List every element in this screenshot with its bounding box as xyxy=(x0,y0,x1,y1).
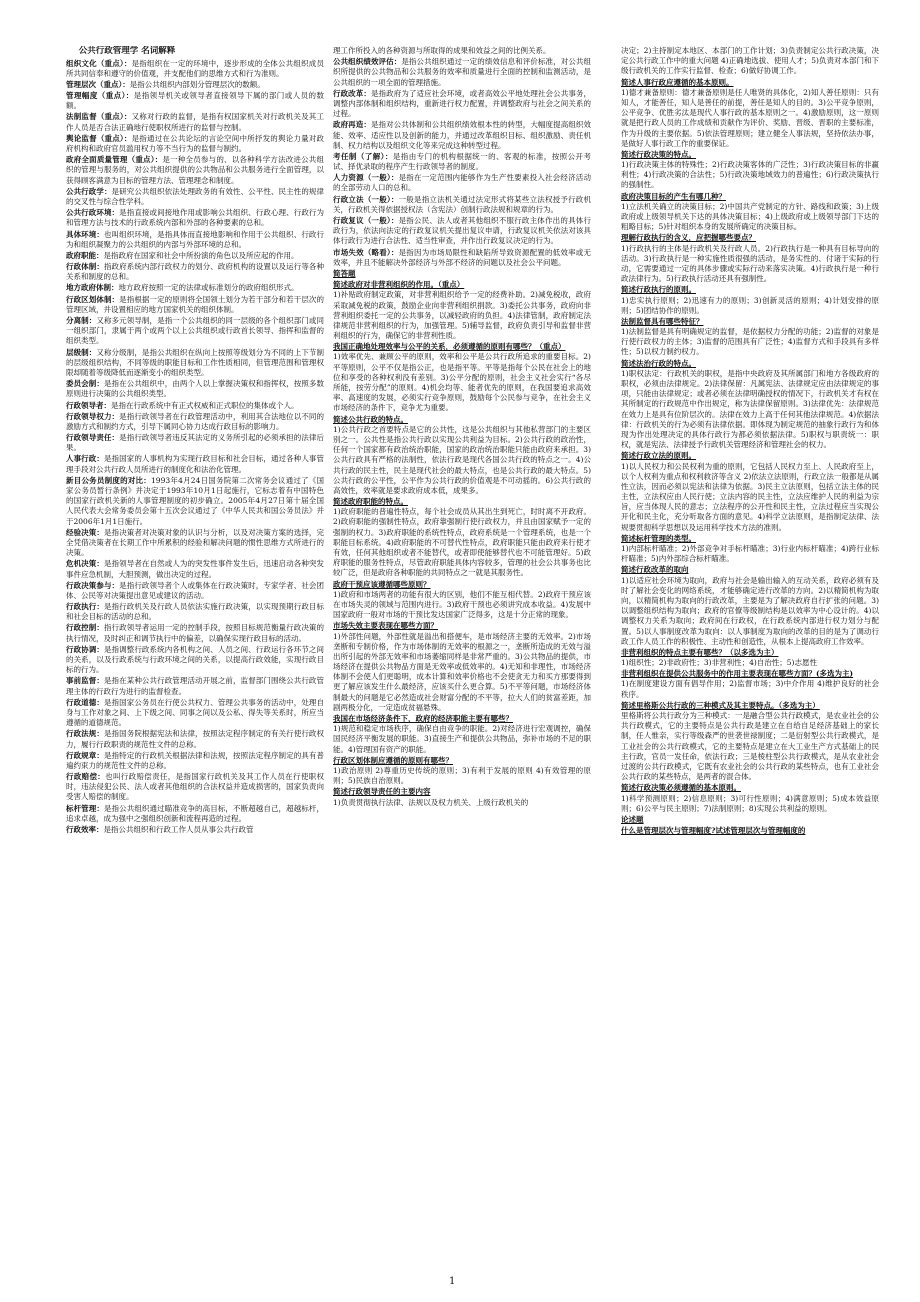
section-heading: 简述行政决策必须遵循的基本原则。 xyxy=(621,783,741,793)
term-definition: 1993年4月24日国务院第二次常务会议通过了《国家公务员暂行条例》并决定于1993年10月1日起施行，它标志着有中国特色的国家行政机关新的人事管理制度的初步确立。2005年4月27日第十届全国人民代表大会常务委员会第十五次会议通过了《中华人民共和国公务员法》并于2006年1月1日施行。 xyxy=(66,475,324,526)
term-definition: 指行政领导者运用一定的控制手段，按照目标规范衡量行政决策的执行情况，及时纠正和调节执行中的偏差，以确保实现行政目标的活动。 xyxy=(66,623,324,643)
document-title: 公共行政管理学 名词解释 xyxy=(78,46,176,56)
section-body: 1)规范和稳定市场秩序，确保自由竞争的职能。2)对经济进行宏观调控，确保国民经济平衡发展的职能。3)直接生产和提供公共物品，弥补市场的不足的职能。4)管理国有资产的职能。 xyxy=(333,724,591,754)
definition-entry xyxy=(66,528,324,559)
section-body: 1)忠实执行原则；2)迅速有力的原则；3)创新灵活的原则；4)计划安排的原则；5)团结协作的原则。 xyxy=(621,295,879,315)
section-body: 1)科学预测原则；2)信息原则；3)可行性原则；4)满意原则；5)成本效益原则；6)公平与民主原则；7)法制原则；8)实现公共利益的原则。 xyxy=(621,793,879,813)
term-label: 行政立法（一般）： xyxy=(333,194,399,204)
term-label: 行政赔偿： xyxy=(66,772,106,782)
column-right xyxy=(621,46,879,1281)
definition-entry xyxy=(333,120,591,151)
section-body: 1)政府和市场两者的功能有很大的区别，他们不能互相代替。2)政府干预应该在市场失灵的领域与范围内进行。3)政府干预也必须讲究成本收益。4)发展中国家政府一般对市场的干预比发达国家广泛得多，这是十分正常的现象。 xyxy=(333,589,591,620)
section-body: 1)外部性问题，外部性就是溢出和搭便车，是市场经济主要的无效率。2)市场垄断和专制价格，作为市场体制的无效率的根源之一，垄断所造成的无效与溢出所引起的外部无效率和市场萎缩同样是非常严重的。3)公共物品的提供，市场经济在提供公共物品方面是无效率或低效率的。4)无知和非理性，市场经济体制不会使人们更聪明，成本计算和效率价格也不会使贪无力和买方那要得到更了解应该发生什么最经济，应该买什么更合算。5)不平等问题，市场经济体制最大的问题是它必然造成社会财富分配的不平等，拉大人们的贫富差距，加剧两极分化，一定造成贫福悬殊。 xyxy=(333,631,591,712)
definition-entry xyxy=(66,91,324,111)
term-definition: 是指在一定范围内能够作为生产性要素投入社会经济活动的全部劳动人口的总和。 xyxy=(333,173,591,193)
definition-entry xyxy=(333,216,591,247)
section-heading: 理解行政执行的含义，应把握哪些要点？ xyxy=(621,233,756,243)
term-definition: 是指在某种公共行政管理活动开展之前，监督部门围绕公共行政管理主体的行政行为进行的监督检查。 xyxy=(66,676,324,696)
definition-entry xyxy=(66,80,324,90)
definition-entry xyxy=(333,173,591,193)
definition-entry xyxy=(333,152,591,172)
definition-entry xyxy=(66,251,324,261)
term-label: 公共行政学： xyxy=(66,186,112,196)
term-definition: 是指对公共体制和公共组织绩效根本性的转型，大幅度提高组织效能、效率、适应性以及创新的能力，并通过改革组织目标、组织激励、责任机制、权力结构以及组织文化等来完成这种转型过程。 xyxy=(333,120,591,150)
definition-entry xyxy=(66,825,324,835)
section-heading: 非营利组织在提供公共服务中的作用主要表现在哪些方面？(多选为主) xyxy=(621,669,854,679)
definition-entry xyxy=(66,804,324,824)
term-label: 分离制： xyxy=(66,316,97,326)
section-heading: 政府决策目标的产生有哪几种？ xyxy=(621,191,726,201)
definition-entry xyxy=(66,112,324,132)
definition-entry xyxy=(66,698,324,729)
term-definition: 是指在公共组织中，由两个人以上掌握决策权和指挥权，按照多数原则进行决策的公共组织类型。 xyxy=(66,379,324,399)
definition-entry xyxy=(66,581,324,601)
term-label: 地方政府体制： xyxy=(66,283,119,293)
section-heading: 非营利组织的特点主要有哪些？（以多选为主） xyxy=(621,647,779,657)
term-label: 舆论监督（重点）： xyxy=(66,133,132,143)
term-label: 具体环境： xyxy=(66,229,104,239)
term-label: 人事行政： xyxy=(66,454,104,464)
section-body: 1)立法机关确立的决策目标；2)中国共产党制定的方针、路线和政策；3)上级政府或上级领导机关下达的具体决策目标；4)上级政府或上级领导部门下达的粗略目标；5)针对组织本身的发展所确定的决策目标。 xyxy=(621,201,879,232)
term-label: 行政道德： xyxy=(66,697,104,707)
term-label: 委员会制： xyxy=(66,379,104,389)
term-definition: 是指公共组织内部划分管理层次的数额。 xyxy=(129,79,265,89)
term-definition: 是指国家公务员在行使公共权力、管理公共事务的活动中，处理自身与工作对象之间、上下级之间、同事之间以及公私、得失等关系时，所应当遵循的道德规范。 xyxy=(66,697,324,728)
column-left xyxy=(66,46,324,1281)
section-heading: 简述行政决策的特点。 xyxy=(621,149,696,159)
section-heading: 简述政府职能的特点。 xyxy=(333,497,408,507)
definition-entry xyxy=(333,57,591,88)
term-definition: 是一种全员参与的、以各种科学方法改进公共组织的管理与服务的，对公共组织提供的公共物品和公共服务进行全面管理，以获得顾客满意为目标的管理方法、管理理念和制度。 xyxy=(66,155,324,185)
term-label: 事前监督： xyxy=(66,676,104,686)
term-definition: 是指在行政系统中有正式权威和正式职位的集体或个人。 xyxy=(111,400,299,410)
section-heading: 我国正确地处理效率与公平的关系，必须遵循的原则有哪些？（重点） xyxy=(333,342,566,352)
term-definition: 是指政府在国家和社会中所扮演的角色以及所应起的作用。 xyxy=(103,250,299,260)
term-definition: 是指政府为了适应社会环境，或者高效公平地处理社会公共事务，调整内部体制和组织结构，重新进行权力配置，并调整政府与社会之间关系的过程。 xyxy=(333,88,591,119)
term-definition: 是指调整行政系统内各机构之间、人员之间、行政运行各环节之间的关系，以及行政系统与行政环境之间的关系，以提高行政效能，实现行政目标的行为。 xyxy=(66,644,324,675)
section-body: 1)负责贯彻执行法律、法规以及权力机关、上级行政机关的 xyxy=(333,797,529,807)
term-definition: 又称分级制，是指公共组织在纵向上按照等级划分为不同的上下节制的层级组织结构，不同等级的职能目标和工作性质相同，但管理范围和管理权限却随着等级降低而逐渐变小的组织类型。 xyxy=(66,347,324,377)
term-label: 人力资源（一般）： xyxy=(333,173,399,183)
term-definition: 是研究公共组织依法处理政务的有效性、公平性、民主性的规律的交叉性与综合性学科。 xyxy=(66,186,324,206)
section-heading: 行政区划体制应遵循的原则有哪些？ xyxy=(333,755,453,765)
term-label: 考任制（了解）： xyxy=(333,151,393,161)
term-definition: 是指公共组织和行政工作人员从事公共行政管 xyxy=(103,825,254,835)
section-heading: 简述行政立法的原则。 xyxy=(621,451,696,461)
section-heading: 简述法治行政的特点。 xyxy=(621,358,696,368)
term-definition: 又称多元领导制，是指一个公共组织的同一层级的各个组织部门或同一组织部门，隶属于两个或两个以上公共组织或行政首长领导、指挥和监督的组织类型。 xyxy=(66,316,324,346)
term-definition: 是指因为市场局限性和缺陷所导致资源配置的低效率或无效率，并且不能解决外部经济与外部不经济的问题以及社会公平问题。 xyxy=(333,247,591,267)
term-definition: 是指行政领导者个人或集体在行政决策时，专家学者、社会团体、公民等对决策提出意见或建议的活动。 xyxy=(66,580,324,600)
section-heading: 法制监督具有哪些特征？ xyxy=(621,316,704,326)
term-label: 公共组织绩效评估： xyxy=(333,57,402,67)
definition-entry xyxy=(333,248,591,268)
term-label: 市场失效（略看）： xyxy=(333,247,399,257)
definition-entry xyxy=(66,348,324,379)
term-label: 行政法规： xyxy=(66,729,104,739)
section-heading: 我国在市场经济条件下，政府的经济职能主要有哪些？ xyxy=(333,714,513,723)
definition-entry xyxy=(66,729,324,749)
section-heading: 政府干预应该遵循哪些原则？ xyxy=(333,579,431,589)
section-heading: 简述行政领导责任的主要内容 xyxy=(333,787,431,797)
term-label: 组织文化（重点）： xyxy=(66,58,132,68)
definition-entry xyxy=(66,772,324,803)
term-label: 行政规章： xyxy=(66,750,104,760)
term-label: 行政领导者： xyxy=(66,400,111,410)
definition-entry xyxy=(66,230,324,250)
term-definition: 又称对行政的监督，是指有权国家机关对行政机关及其工作人员是否合法正确地行使职权所进行的监督与控制。 xyxy=(66,112,324,132)
definition-entry xyxy=(66,283,324,293)
section-body: 1)德才兼备原则：德才兼备原则是任人唯贤的具体化，2)知人善任原则：只有知人，才能善任，知人是善任的前提，善任是知人的目的。3)公平竞争原则，公平竞争、优胜劣汰是现代人事行政的基本原则之一。4)激励原则，这一原则就是把行政人员的工作成绩和贡献作为评价、奖励、晋级、晋职的主要标准，作为升级的主要依据。5)依法管理原则；建立健全人事法规，坚持依法办事，是做好人事行政工作的重要保证。 xyxy=(621,87,879,148)
section-heading: 简答题 xyxy=(333,268,356,278)
continued-text: 理工作所投入的各种资源与所取得的成果和效益之间的比例关系。 xyxy=(333,46,551,55)
definition-entry xyxy=(66,412,324,432)
term-label: 行政区划体制： xyxy=(66,294,120,304)
term-definition: 是指组织在一定的环境中，逐步形成的全体公共组织成员所共同信奉和遵守的价值观，并支配他们的思维方式和行为准则。 xyxy=(66,58,324,78)
definition-entry xyxy=(66,645,324,676)
term-label: 行政控制： xyxy=(66,623,104,633)
term-label: 标杆管理： xyxy=(66,803,104,813)
term-definition: 是指由专门的机构根据统一的、客观的标准，按照公开考试、择优录取的程序产生行政领导者的制度。 xyxy=(333,151,591,172)
term-label: 政府全面质量管理（重点）： xyxy=(66,155,163,165)
term-definition: 是指国家的人事机构为实现行政目标和社会目标，通过各种人事管理手段对公共行政人员所进行的制度化和法治化管理。 xyxy=(66,454,324,474)
term-label: 层级制： xyxy=(66,347,97,357)
term-definition: 是指行政机关及行政人员依法实施行政决策，以实现预期行政目标和社会目标的活动的总和。 xyxy=(66,602,324,622)
term-label: 行政复议（一般）： xyxy=(333,216,399,225)
term-definition: 是指行政领导者在行政管理活动中，利用其合法地位以不同的激励方式和制约方式，引导下属同心协力达成行政目标的影响力。 xyxy=(66,411,324,431)
section-body: 里格斯将公共行政分为三种模式：一是融合型公共行政模式，是农业社会的公共行政模式，它的主要特点是公共行政是建立在自给自足经济基础上的家长制，任人惟亲，实行等级森严的世袭世禄制度；二是衍射型公共行政模式，是工业社会的公共行政模式，它的主要特点是建立在大工业生产方式基础上的民主行政，官员一发任命，依法行政；三是棱柱型公共行政模式，是从农业社会过渡的公共行政模式，它既有农业社会的公共行政的某些特点，也有工业社会公共行政的某些特点，是两者的混合体。 xyxy=(621,711,879,782)
section-body: 1)组织性；2)非政府性；3)非营利性；4)自治性；5)志愿性 xyxy=(621,658,817,668)
section-heading: 简述里格斯公共行政的三种模式及其主要特点。（多选为主） xyxy=(621,700,820,710)
term-definition: 是指公共组织通过一定的绩效信息和评价标准，对公共组织所提供的公共物品和公共服务的效率和质量进行全面的控制和监测活动，是公共组织的一项全面的管理措施。 xyxy=(333,57,591,87)
term-definition: 是指决策者对决策对象的认识与分析，以及对决策方案的选择，完全凭借决策者在长期工作中所累积的经验和解决问题的惯性思维方式所进行的决策。 xyxy=(66,527,324,558)
term-label: 行政改革： xyxy=(333,88,371,98)
section-body: 1)在制度建设方面有倡导作用；2)监督市场；3)中介作用 4)维护良好的社会秩序。 xyxy=(621,679,879,699)
section-body: 1)内部标杆瞄准；2)外部竞争对手标杆瞄准；3)行业内标杆瞄准；4)跨行业标杆瞄准；5)内外部综合标杆瞄准。 xyxy=(621,544,879,564)
term-definition: 是指特定的行政机关根据法律和法规，按照法定程序制定的具有普遍约束力的规范性文件的总称。 xyxy=(66,750,324,770)
section-body: 1)效率优先、兼顾公平的原则，效率和公平是公共行政所追求的重要目标。2)平等原则，公平不仅是指公正，也是指平等。平等是指每个公民在社会上的地位和享受的各种权利没有差别。3)公平分配的原则，社会主义社会实行“各尽所能，按劳分配”的原则。4)机会均等、能者优先的原则，在我国要追求高效率、高速度的发展，必须实行竞争原则，鼓励每个公民参与竞争，在社会主义市场经济的条件下，竞争尤为重要。 xyxy=(333,352,591,413)
term-label: 新目公务员制度的对比： xyxy=(66,475,152,485)
section-heading: 简述人事行政应遵循的基本原则。 xyxy=(621,77,734,87)
section-body: 1)以人民权力和公民权利为重的原则，它包括人民权力至上、人民政府至上，以个人权利为重点和权利救济等含义 2)依法立法原则，行政立法一般都是从属性立法，因而必须以宪法和法律为依据。3)民主立法原则，包括立法主体的民主性，立法权应由人民行使；立法内容的民主性，立法应维护人民的利益为宗旨，应当体现人民的意志；立法程序的公开性和民主性，立法过程应当实现公开化和民主化，充分听取各方面的意见。4)科学立法原则，是指制定法律、法规要贯彻科学思想以及运用科学技术方法的准则。 xyxy=(621,461,879,532)
term-label: 行政领导权力： xyxy=(66,411,120,421)
definition-entry xyxy=(66,433,324,453)
term-definition: 一般是指立法机关通过法定形式将某些立法权授予行政机关，行政机关得依据授权法（含宪法）创制行政法规和规章的行为。 xyxy=(333,194,591,214)
definition-entry xyxy=(66,155,324,186)
definition-entry xyxy=(66,602,324,622)
term-definition: 是指行政领导者违反其法定的义务所引起的必须承担的法律后果。 xyxy=(66,433,324,453)
definition-entry xyxy=(66,208,324,228)
definition-entry xyxy=(66,316,324,347)
definition-entry xyxy=(66,401,324,411)
definition-entry xyxy=(66,262,324,282)
definition-entry xyxy=(66,187,324,207)
column-middle xyxy=(333,46,591,1281)
definition-entry xyxy=(66,295,324,315)
section-body: 1)公共行政之首要特点是它的公共性，这是公共组织与其他私营部门的主要区别之一。公共性是指公共行政以实现公共利益为目标。2)公共行政的政治性，任何一个国家都有政治统治职能，国家的政治统治职能只能由政府来承担。3)公共行政具有严格的法制性，依法行政是现代各国公共行政的特点之一。4)公共行政的民主性，民主是现代社会的最大特点，也是公共行政的最大特点。5)公共行政的公平性，公平作为公共行政的价值观是不可动摇的。6)公共行政的高效性，效率就是要求政府成本低，成果多。 xyxy=(333,424,591,495)
definition-entry xyxy=(66,559,324,579)
term-label: 行政领导责任： xyxy=(66,433,120,443)
section-body: 1)以适应社会环境为取向，政府与社会是输出输入的互动关系，政府必须有及时了解社会变化的网络系统，才能够确定进行改革的方向。2)以精简机构为取向，以精简机构为取向的行政改革，主要是为了解决政府自行扩张的问题。3)以调整组织结构为取向；政府的官僚等级制结构是以效率为中心设计的。4)以调整权力关系为取向；政府间在行政权，在行政系统内部进行权力划分与配置。5)以人事制度改革为取向：以人事制度为取向的改革的目的是为了调动行政工作人员工作的积极性、主动性和创造性，从根本上提高政府工作效率。 xyxy=(621,575,879,646)
term-label: 行政效率： xyxy=(66,825,104,835)
term-definition: 也叫组织环境，是指具体而直接地影响和作用于公共组织、行政行为和组织凝聚力的公共组织的内部与外部环境的总和。 xyxy=(66,229,324,249)
page-number: 1 xyxy=(449,1276,456,1287)
section-heading: 论述题 xyxy=(621,814,644,824)
definition-entry xyxy=(66,134,324,154)
term-definition: 是指通过在公共论坛的言论空间中所抒发的舆论力量对政府机构和政府官员滥用权力等不当行为的监督与制约。 xyxy=(66,133,324,154)
section-heading: 市场失效主要表现在哪些方面？ xyxy=(333,621,438,631)
term-definition: 也叫行政赔偿责任，是指国家行政机关及其工作人员在行使职权时，违法侵犯公民、法人或者其他组织的合法权益并造成损害的，国家负责向受害人赔偿的制度。 xyxy=(66,772,324,802)
term-label: 危机决策： xyxy=(66,559,104,569)
section-heading: 什么是管理层次与管理幅度?试述管理层次与管理幅度的 xyxy=(621,826,806,836)
section-body: 1)行政执行的主体是行政机关及行政人员。2)行政执行是一种具有目标导向的活动。3)行政执行是一种实施性质很强的活动，是务实性的、付诸于实际的行动，它需要通过一定的具体步骤或实际行动来落实决策。4)行政执行是一种行政法律行为。5)行政执行活动还具有强制性。 xyxy=(621,243,879,284)
definition-entry xyxy=(66,454,324,474)
definition-entry xyxy=(66,59,324,79)
term-definition: 是指直接或间接地作用或影响公共组织、行政心理、行政行为和管理方法与技术的行政系统内部和外部的各种要素的总和。 xyxy=(66,208,324,228)
section-heading: 简述行政改革的取向 xyxy=(621,565,689,575)
section-body: 1)补贴政府制定政策，对非营利组织给予一定的经费补助。2)减免税收，政府采取减免税的政策，鼓励企业向非营利组织捐款。3)委托公共事务，政府向非营利组织委托一定的公共事务，以减轻政府的负担。4)法律管制，政府制定法律规范非营利组织的行为，加强管理。5)辅导监督，政府负责引导和监督非营利组织的行为，确保它的非营利性质。 xyxy=(333,290,591,341)
definition-entry xyxy=(66,676,324,696)
term-definition: 是指领导机关或领导者直接领导下属的部门或人员的数额。 xyxy=(66,91,324,111)
term-definition: 是指公共组织通过瞄准竞争的高目标，不断超越自己，超越标杆，追求卓越，成为强中之强组织创新和流程再造的过程。 xyxy=(66,803,324,823)
term-definition: 是指领导者在自然或人为的突发性事件发生后，迅速启动各种突发事件应急机制，大胆预测，做出决定的过程。 xyxy=(66,559,324,579)
definition-entry xyxy=(66,476,324,527)
section-heading: 简述行政执行的原则。 xyxy=(621,285,696,295)
definition-entry xyxy=(66,379,324,399)
definition-entry xyxy=(66,623,324,643)
term-definition: 是指根据一定的原则将全国领土划分为若干部分和若干层次的管理区域，并设置相应的地方国家机关的组织体制。 xyxy=(66,294,324,314)
term-label: 法制监督（重点）： xyxy=(66,112,132,122)
term-label: 管理幅度（重点）： xyxy=(66,91,134,101)
section-body: 1)行政决策主体的特殊性；2)行政决策客体的广泛性；3)行政决策目标的非赢利性；4)行政决策的合法性；5)行政决策地域效力的普遍性；6)行政决策执行的强制性。 xyxy=(621,160,879,190)
continued-text: 决定；2)主持制定本地区、本部门的工作计划；3)负责制定公共行政决策，决定公共行政工作中的重大问题 4)正确地选拔、使用人才；5)负责对本部门和下级行政机关的工作实行监督、检查；6)做好协调工作。 xyxy=(621,46,879,76)
section-body: 1)政治原则 2)尊重历史传统的原则；3)有利于发展的原则 4)有效管理的原则；5)民族自治原则。 xyxy=(333,765,591,786)
section-heading: 简述公共行政的特点。 xyxy=(333,414,408,424)
section-body: 1)法制监督是具有明确规定的监督，是依据权力分配的功能；2)监督的对象是行使行政权力的主体；3)监督的范围具有广泛性；4)监督方式和手段具有多样性；5)以权力制约权力。 xyxy=(621,327,879,357)
term-label: 行政协调： xyxy=(66,644,104,654)
term-label: 行政执行： xyxy=(66,602,104,612)
term-definition: 是指国务院根据宪法和法律，按照法定程序制定的有关行使行政权力，履行行政职责的规范性文件的总称。 xyxy=(66,729,324,749)
term-label: 公共行政环境： xyxy=(66,208,120,218)
definition-entry xyxy=(333,195,591,215)
term-definition: 地方政府按照一定的法律或标准划分的政府组织形式。 xyxy=(118,283,299,293)
term-label: 政府职能： xyxy=(66,250,104,260)
section-body: 1)职权法定：行政机关的职权，是指中央政府及其所属部门和地方各级政府的职权，必须由法律规定。2)法律保留：凡属宪法、法律规定应由法律规定的事项，只能由法律规定；或者必须在法律明确授权的情况下，行政机关才有权在其所制定的行政规范中作出规定，称为法律保留原则。3)法律优先：法律规范在效力上是具有位阶层次的。法律在效力上高于任何其他法律规范。4)依据法律：行政机关的行为必须有法律依据。即体现为制定规范的抽象行政行为和体现为作出处理决定的具体行政行为都必须依据法律。5)职权与职责统一：职权，就是宪法、法律授予行政机关管理经济和管理社会的权力。 xyxy=(621,368,879,450)
term-definition: 指政府系统内部行政权力的划分、政府机构的设置以及运行等各种关系和制度的总和。 xyxy=(66,262,324,282)
term-definition: 是指公民、法人或者其他组织不服行政主体作出的具体行政行为，依法向法定的行政复议机关提出复议申请，行政复议机关依法对该具体行政行为进行合法性、适当性审查，并作出行政复议决定的行为。 xyxy=(333,216,591,246)
term-label: 政府再造： xyxy=(333,120,371,130)
term-label: 行政体制： xyxy=(66,262,104,272)
section-body: 1)政府职能的普遍性特点，每个社会成员从其出生到死亡，时时离不开政府。2)政府职能的强制性特点，政府靠强制行使行政权力，并且由国家赋予一定的强制的权力。3)政府职能的系统性特点，政府系统是一个管理系统，也是一个职能目标系统。4)政府职能的不可替代性特点，政府职能只能由政府来行使才有效，任何其他组织或者不能替代，或者即使能够替代也不可能管理好。5)政府职能的服务性特点，尽管政府职能具体内容较多，管理的社会公共事务也比较广泛，但是政府各种职能的共同特点之一就是其服务性。 xyxy=(333,507,591,578)
term-label: 行政决策参与： xyxy=(66,580,120,590)
term-label: 管理层次（重点）： xyxy=(66,79,130,89)
definition-entry xyxy=(333,89,591,120)
term-label: 经验决策： xyxy=(66,527,104,537)
section-heading: 简述标杆管理的类型。 xyxy=(621,533,696,543)
section-heading: 简述政府对非营利组织的作用。（重点） xyxy=(333,280,465,290)
definition-entry xyxy=(66,751,324,771)
